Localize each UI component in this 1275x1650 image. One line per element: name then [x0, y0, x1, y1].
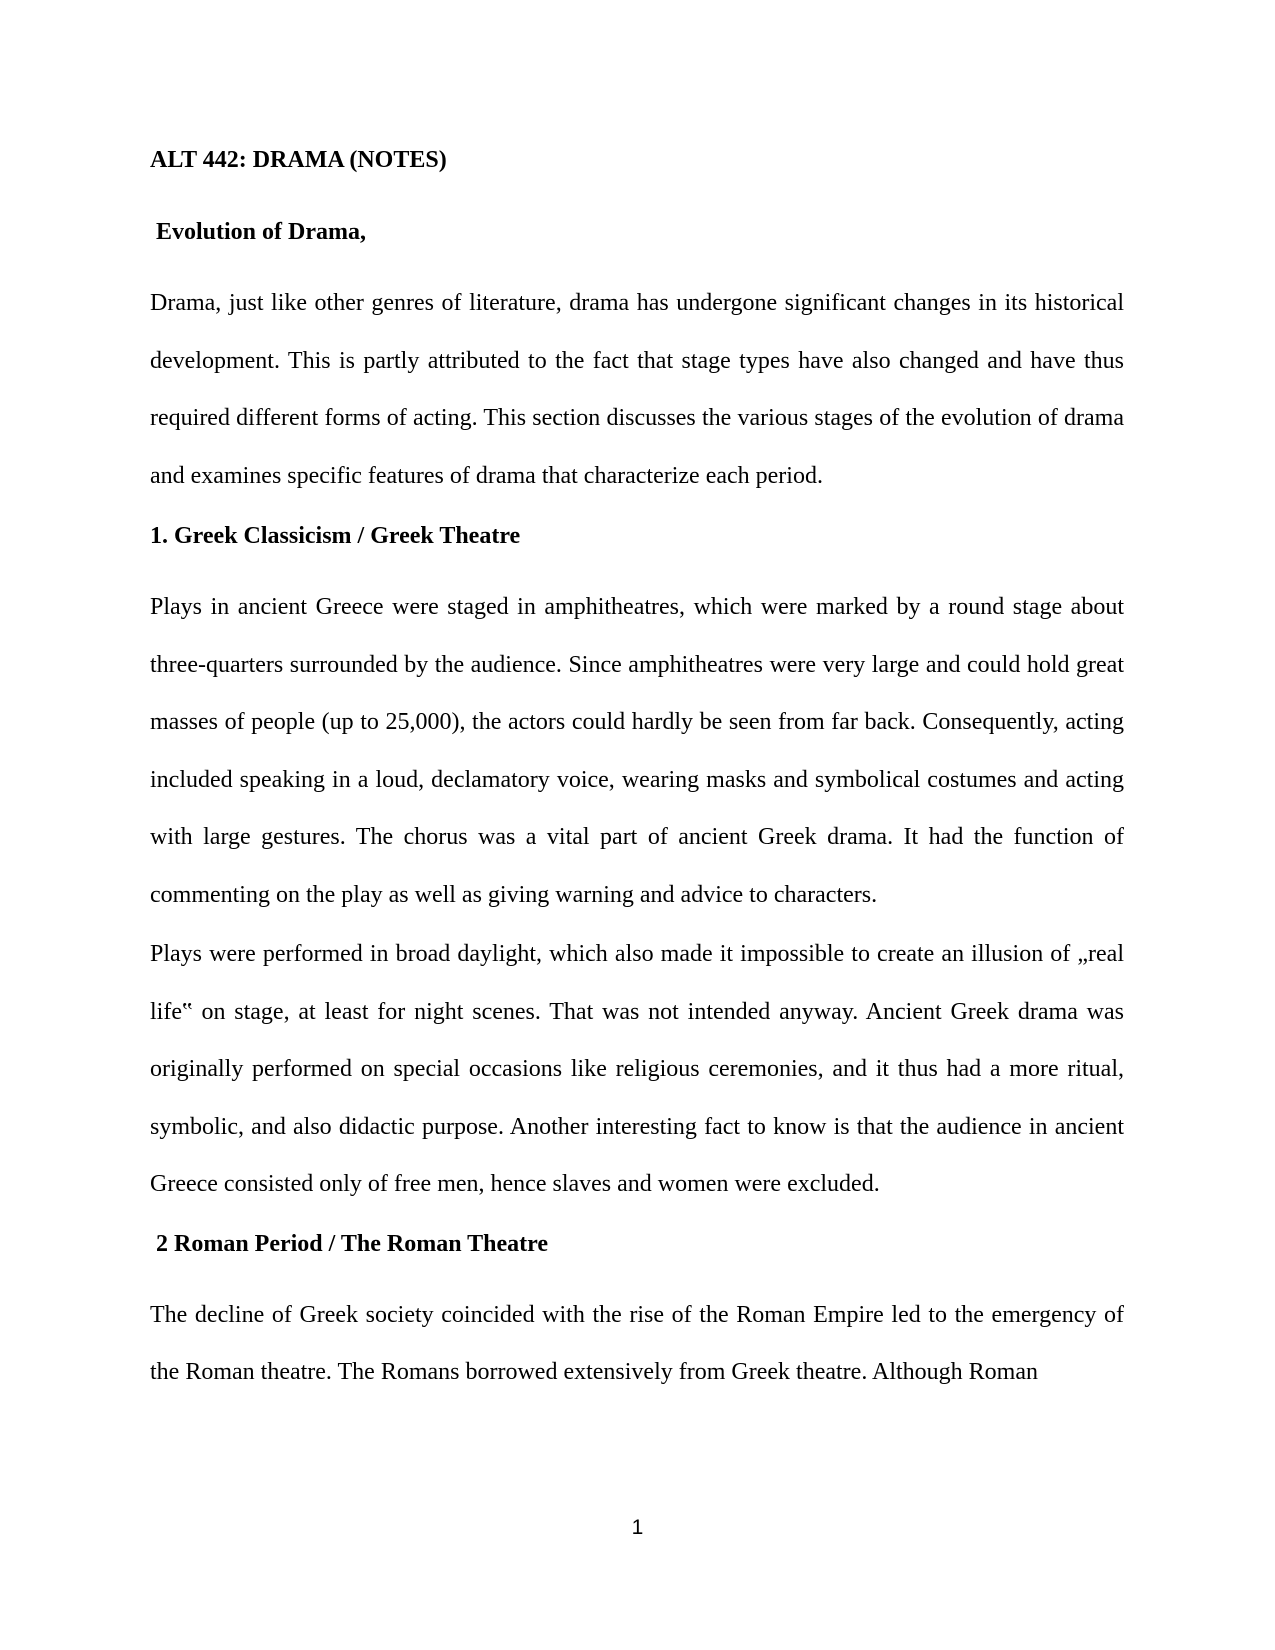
- document-title: ALT 442: DRAMA (NOTES): [150, 147, 447, 173]
- section-heading-greek: 1. Greek Classicism / Greek Theatre: [150, 523, 521, 549]
- section-heading-roman: 2 Roman Period / The Roman Theatre: [150, 1230, 549, 1257]
- greek-paragraph-2: Plays were performed in broad daylight, which also made it impossible to create an illusion of „real life‟ on stage, at least for night scenes. That was not intended anyway. Ancient Greek drama was originally performed on special occasions like religious ceremonies, and it thus had a more ritual, symbolic, and also didactic purpose. Another interesting fact to know is that the audience in ancient Greece consisted only of free men, hence slaves and women were excluded.: [150, 941, 1124, 1197]
- greek-paragraph-1: Plays in ancient Greece were staged in amphitheatres, which were marked by a round stage about three-quarters surrounded by the audience. Since amphitheatres were very large and could hold great masses of people (up to 25,000), the actors could hardly be seen from far back. Consequently, acting included speaking in a loud, declamatory voice, wearing masks and symbolical costumes and acting with large gestures. The chorus was a vital part of ancient Greek drama. It had the function of commenting on the play as well as giving warning and advice to characters.: [150, 594, 1124, 908]
- intro-paragraph: Drama, just like other genres of literature, drama has undergone significant changes in its historical development. This is partly attributed to the fact that stage types have also changed and have thus required different forms of acting. This section discusses the various stages of the evolution of drama and examines specific features of drama that characterize each period.: [150, 290, 1124, 489]
- roman-paragraph-1: The decline of Greek society coincided with the rise of the Roman Empire led to the emergency of the Roman theatre. The Romans borrowed extensively from Greek theatre. Although Roman: [150, 1301, 1124, 1385]
- document-subtitle: Evolution of Drama,: [150, 219, 366, 245]
- document-body: [150, 145, 1124, 1418]
- page-number: 1: [631, 1516, 644, 1539]
